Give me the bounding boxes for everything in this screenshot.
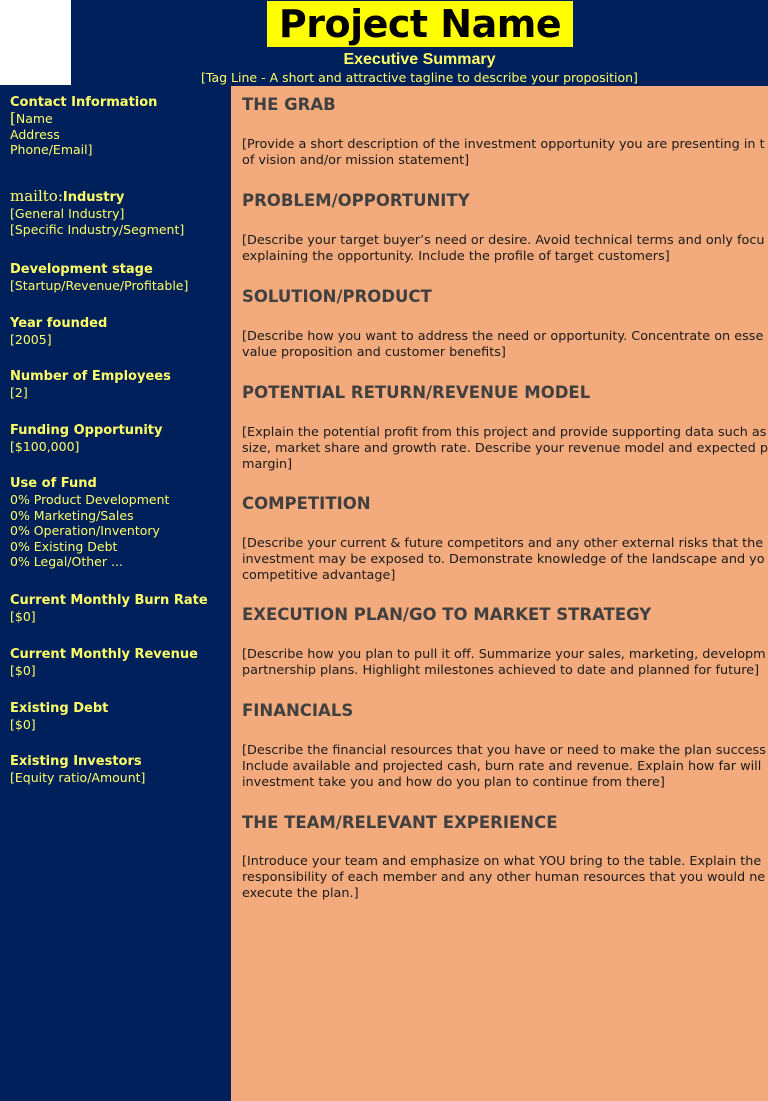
- industry-label-line: [10, 188, 228, 206]
- section-body: [242, 233, 768, 265]
- use-of-fund-item: 0% Product Development: [10, 492, 170, 507]
- section-body: [242, 743, 768, 790]
- section-body-line: value proposition and customer benefits]: [242, 344, 506, 360]
- section-body-line: [Introduce your team and emphasize on what YOU bring to the table. Explain the: [242, 854, 762, 869]
- section-body-line: [Describe the financial resources that you have or need to make the plan success: [242, 743, 766, 758]
- year-founded-label: Year founded: [10, 316, 108, 331]
- existing-investors: [10, 754, 228, 786]
- section-title: SOLUTION/PRODUCT: [242, 287, 432, 306]
- tagline: [Tag Line - A short and attractive tagline to describe your proposition]: [201, 70, 638, 85]
- section-body: [242, 137, 768, 169]
- funding-label: Funding Opportunity: [10, 423, 163, 438]
- section-body-line: competitive advantage]: [242, 567, 396, 583]
- investors-value: [Equity ratio/Amount]: [10, 770, 146, 785]
- section-body-line: explaining the opportunity. Include the profile of target customers]: [242, 248, 670, 264]
- section-title: EXECUTION PLAN/GO TO MARKET STRATEGY: [242, 605, 652, 624]
- development-stage-value: [Startup/Revenue/Profitable]: [10, 278, 189, 293]
- use-of-fund-item: 0% Marketing/Sales: [10, 507, 134, 523]
- development-stage: [10, 262, 228, 294]
- specific-industry: [Specific Industry/Segment]: [10, 221, 185, 237]
- year-founded: [10, 316, 228, 348]
- section-body-line: size, market share and growth rate. Describe your revenue model and expected p: [242, 440, 768, 456]
- use-of-fund-label: Use of Fund: [10, 476, 97, 491]
- section-title: POTENTIAL RETURN/REVENUE MODEL: [242, 383, 591, 402]
- section-body: [242, 647, 768, 679]
- section-body-line: responsibility of each member and any other human resources that you would ne: [242, 869, 766, 885]
- investors-label: Existing Investors: [10, 754, 142, 769]
- burn-rate-value: [$0]: [10, 609, 36, 624]
- section-body-line: [Describe your current & future competitors and any other external risks that the: [242, 536, 764, 551]
- section-title: PROBLEM/OPPORTUNITY: [242, 191, 470, 210]
- section-body-line: [Describe how you want to address the need or opportunity. Concentrate on esse: [242, 329, 764, 344]
- section-body: [242, 536, 768, 583]
- existing-debt: [10, 701, 228, 733]
- funding-opportunity: [10, 423, 228, 455]
- contact-phone-email: Phone/Email]: [10, 142, 93, 158]
- section-body-line: of vision and/or mission statement]: [242, 152, 470, 168]
- executive-summary-subtitle: Executive Summary: [343, 51, 496, 68]
- burn-rate: [10, 593, 228, 625]
- use-of-fund-item: 0% Operation/Inventory: [10, 523, 160, 539]
- employees-value: [2]: [10, 385, 28, 400]
- development-stage-label: Development stage: [10, 262, 153, 277]
- industry: [10, 188, 228, 237]
- contact-bracket: [: [10, 109, 16, 127]
- section-title: FINANCIALS: [242, 701, 354, 720]
- use-of-fund: [10, 476, 228, 570]
- section-body-line: [Describe how you plan to pull it off. Summarize your sales, marketing, developm: [242, 647, 766, 662]
- revenue-label: Current Monthly Revenue: [10, 647, 198, 662]
- mailto-link[interactable]: mailto:: [10, 187, 63, 205]
- section-body-line: execute the plan.]: [242, 885, 359, 901]
- section-body-line: [Provide a short description of the investment opportunity you are presenting in t: [242, 137, 765, 152]
- employees-label: Number of Employees: [10, 369, 171, 384]
- contact-name-line: [10, 111, 228, 127]
- monthly-revenue: [10, 647, 228, 679]
- debt-label: Existing Debt: [10, 701, 109, 716]
- use-of-fund-item: 0% Legal/Other ...: [10, 554, 123, 570]
- section-body-line: [Explain the potential profit from this project and provide supporting data such as: [242, 425, 767, 440]
- section-title: THE GRAB: [242, 95, 336, 114]
- funding-value: [$100,000]: [10, 439, 80, 454]
- logo-placeholder: [0, 0, 71, 85]
- contact-name: Name: [15, 111, 53, 126]
- year-founded-value: [2005]: [10, 332, 52, 347]
- contact-information: [10, 95, 228, 158]
- number-of-employees: [10, 369, 228, 401]
- industry-label: Industry: [62, 190, 125, 205]
- debt-value: [$0]: [10, 717, 36, 732]
- section-body-line: [Describe your target buyer’s need or desire. Avoid technical terms and only focu: [242, 233, 765, 248]
- section-body-line: margin]: [242, 456, 293, 472]
- section-body: [242, 329, 768, 361]
- section-body: [242, 854, 768, 901]
- use-of-fund-item: 0% Existing Debt: [10, 538, 118, 554]
- section-title: THE TEAM/RELEVANT EXPERIENCE: [242, 813, 558, 832]
- burn-rate-label: Current Monthly Burn Rate: [10, 593, 208, 608]
- section-body-line: investment take you and how do you plan to continue from there]: [242, 774, 665, 790]
- revenue-value: [$0]: [10, 663, 36, 678]
- section-body: [242, 425, 768, 472]
- contact-label: Contact Information: [10, 95, 158, 110]
- sidebar: [0, 86, 231, 1101]
- section-body-line: investment may be exposed to. Demonstrate knowledge of the landscape and yo: [242, 551, 765, 567]
- project-name-title: Project Name: [267, 1, 573, 47]
- main-content: [231, 86, 768, 1101]
- general-industry: [General Industry]: [10, 206, 125, 221]
- section-title: COMPETITION: [242, 494, 371, 513]
- header: [71, 0, 768, 86]
- section-body-line: Include available and projected cash, burn rate and revenue. Explain how far will: [242, 758, 762, 774]
- section-body-line: partnership plans. Highlight milestones achieved to date and planned for future]: [242, 662, 760, 678]
- contact-address: Address: [10, 126, 60, 142]
